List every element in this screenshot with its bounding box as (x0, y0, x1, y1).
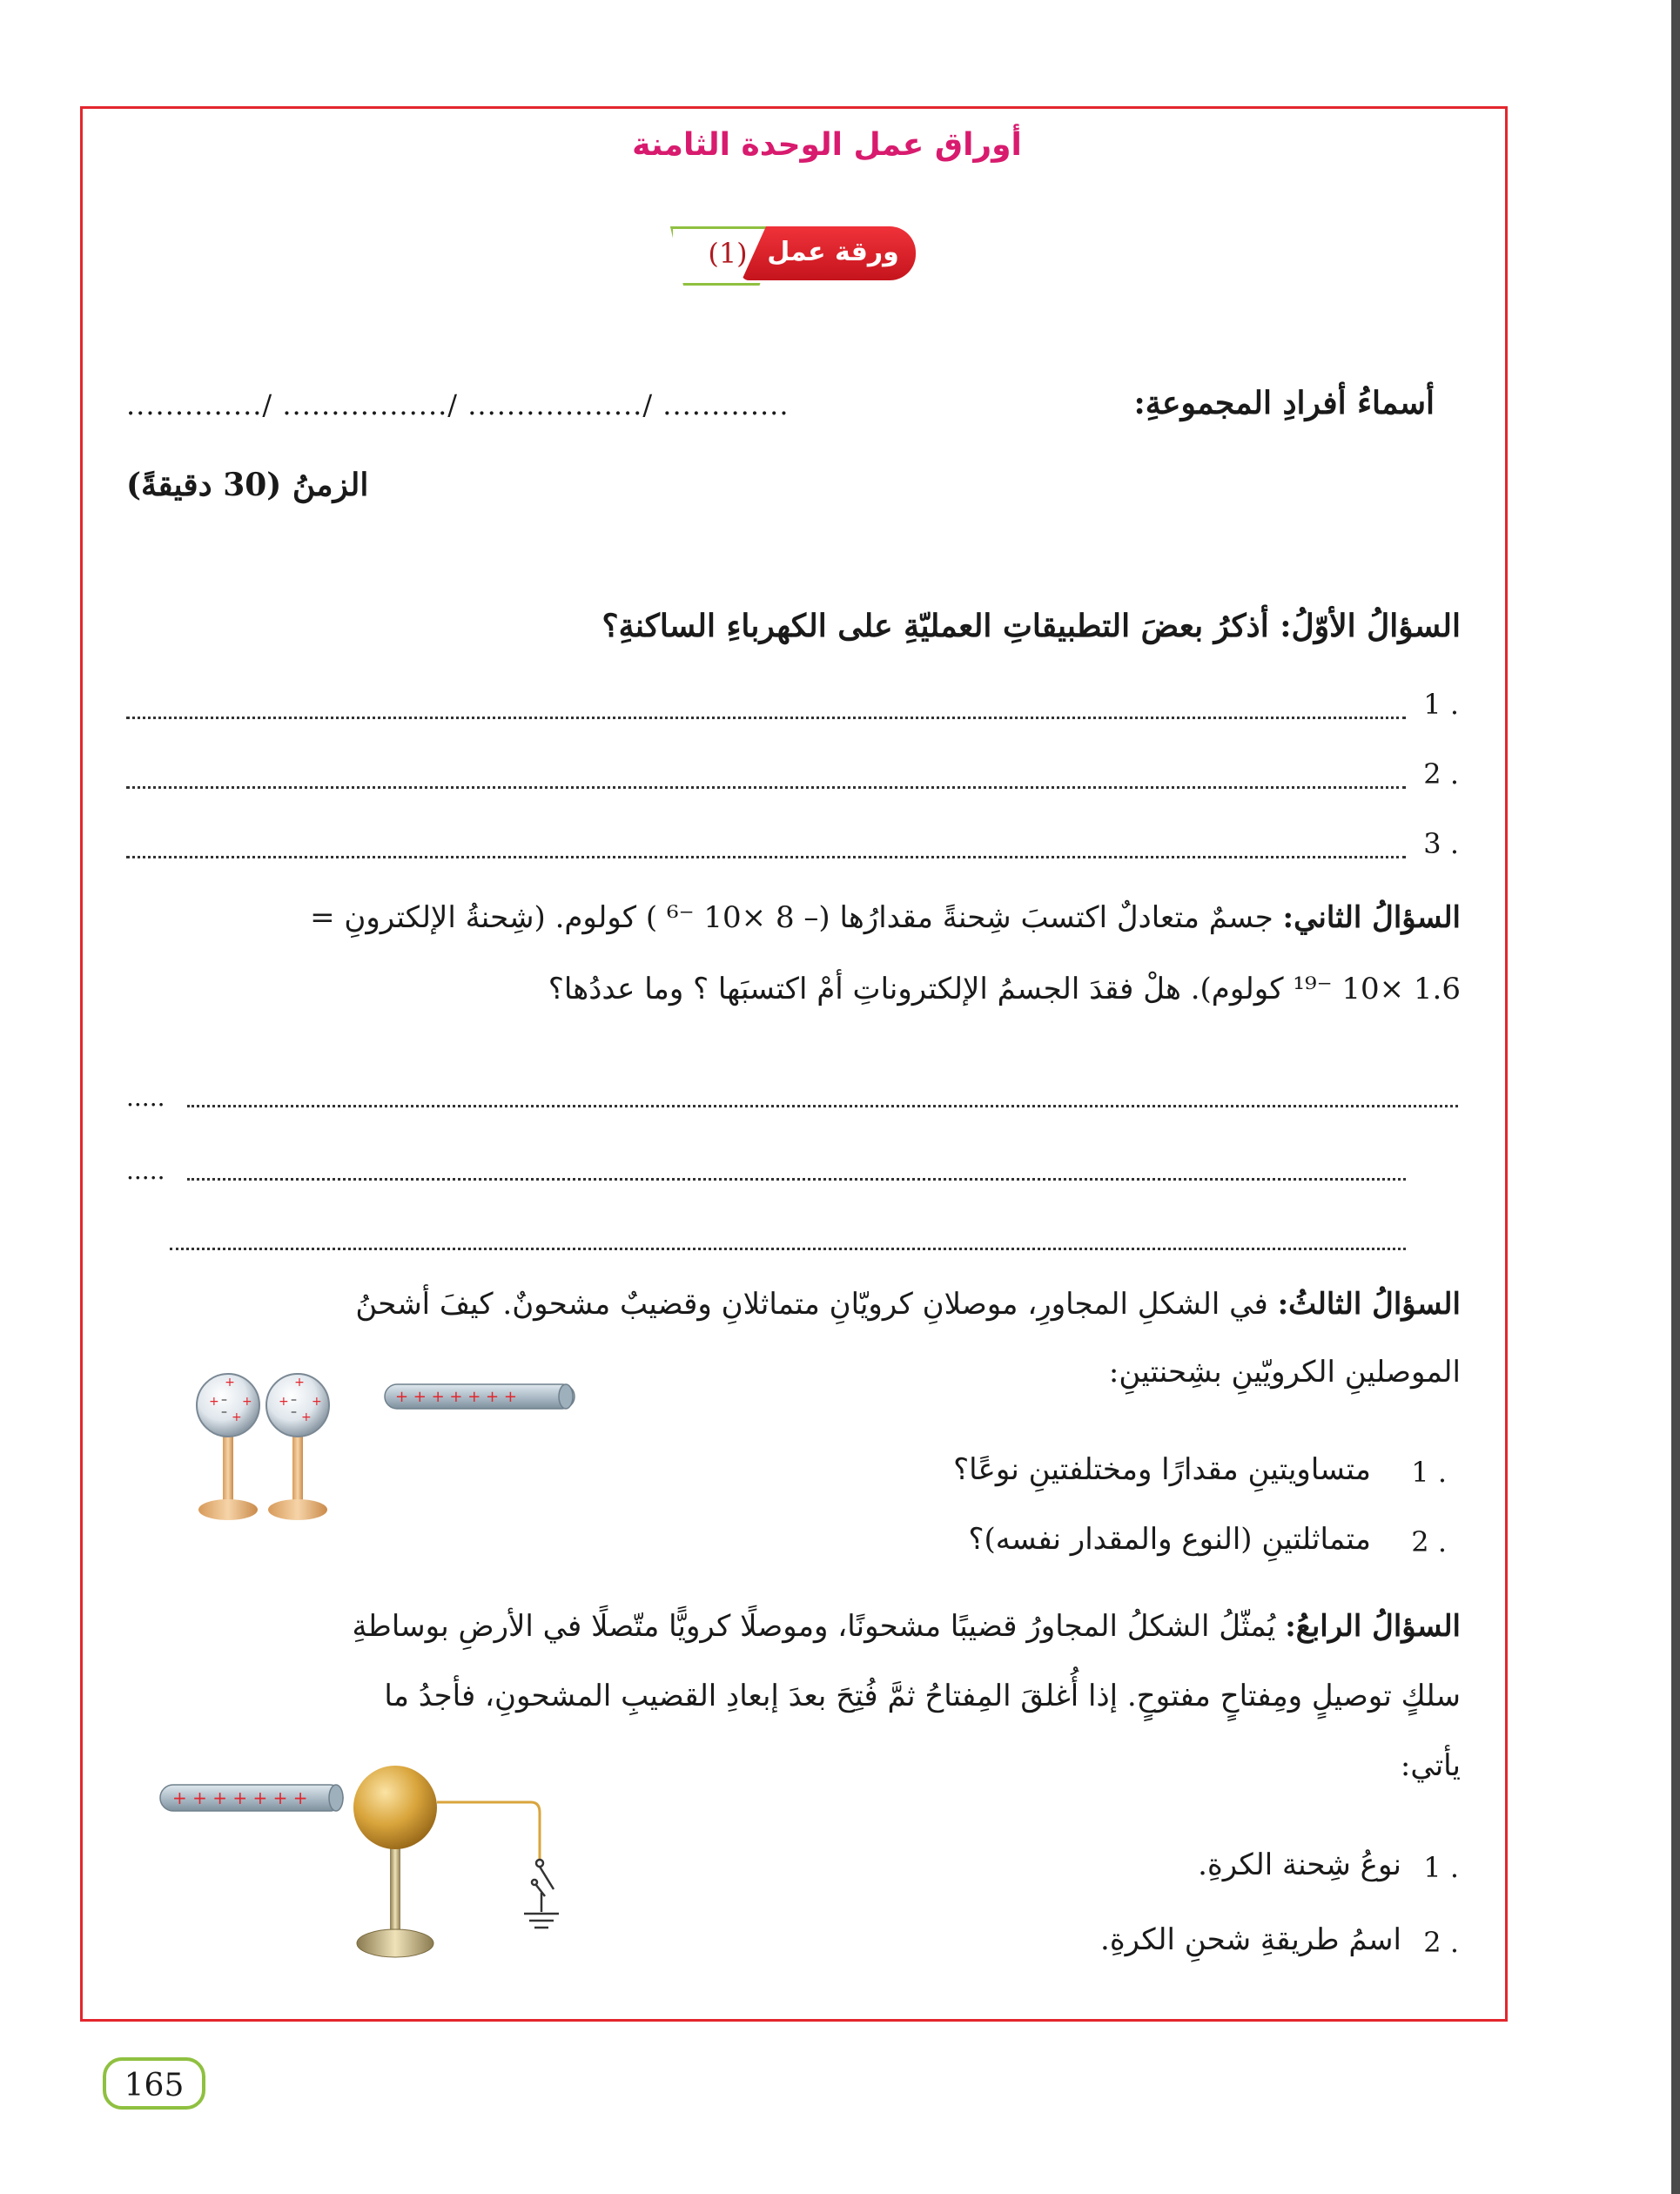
q3-line-1 (355, 1287, 1461, 1322)
q2-answer-line-3[interactable] (170, 1247, 1406, 1250)
svg-text:+: + (232, 1410, 242, 1424)
q3-text-1: في الشكلِ المجاورِ، موصلانِ كرويّانِ متماثلانِ وقضيبٌ مشحونٌ. كيفَ أشحنُ (355, 1287, 1268, 1322)
q3-line-2: الموصلينِ الكرويّينِ بشِحنتينِ: (1108, 1355, 1461, 1390)
worksheet-title: أوراق عمل الوحدة الثامنة (632, 127, 1022, 163)
q4-label: السؤالُ الرابعُ: (1285, 1609, 1461, 1644)
charged-rod (385, 1384, 575, 1409)
sphere-left (197, 1374, 259, 1520)
worksheet-badge (662, 221, 923, 287)
q3-item-1-text: متساويتينِ مقدارًا ومختلفتينِ نوعًا؟ (953, 1452, 1371, 1487)
q4-item-1-text: نوعُ شِحنة الكرةِ. (1198, 1847, 1401, 1882)
svg-text:+: + (294, 1376, 305, 1390)
q2-text-1: جسمٌ متعادلٌ اكتسبَ شِحنةً مقدارُها (– 8 ×10 ⁻⁶ ) كولوم. (شِحنةُ الإلكترونِ = (310, 900, 1273, 935)
grounded-sphere (353, 1766, 437, 1957)
q4-line-1 (353, 1609, 1461, 1644)
q2-answer-dots-start-2: ..... (126, 1156, 165, 1185)
group-names-label: أسماءُ أفرادِ المجموعةِ: (1133, 385, 1435, 421)
q1-text: أذكرُ بعضَ التطبيقاتِ العمليّةِ على الكهرباءِ الساكنةِ؟ (601, 608, 1269, 644)
q4-figure-grounded-sphere (157, 1750, 583, 1968)
q3-figure-spheres-and-rod (183, 1367, 601, 1532)
badge-label: ورقة عمل (767, 237, 899, 267)
q1-item-3-number: 3 . (1423, 827, 1459, 860)
rod-charges-2: + + + + + + + (172, 1787, 308, 1808)
q1-answer-line-2[interactable] (126, 785, 1406, 789)
q2-line-2: 1.6 ×10 ⁻¹⁹ كولوم). هلْ فقدَ الجسمُ الإلكتروناتِ أمْ اكتسبَها ؟ وما عددُها؟ (548, 972, 1461, 1006)
q3-item-1-number: 1 . (1411, 1456, 1447, 1489)
ground-wire-and-switch (437, 1802, 540, 1860)
page-edge (1671, 0, 1680, 2194)
svg-text:–: – (221, 1405, 227, 1419)
q1-item-2-number: 2 . (1423, 757, 1459, 791)
charged-rod-2 (160, 1785, 343, 1811)
svg-text:+: + (279, 1395, 289, 1409)
q4-item-1-number: 1 . (1423, 1851, 1459, 1884)
q1-label: السؤالُ الأوّلُ: (1280, 608, 1461, 644)
svg-text:+: + (209, 1395, 219, 1409)
ground-symbol-icon (524, 1914, 559, 1928)
page-number: 165 (103, 2057, 205, 2110)
time-allowed: الزمنُ (30 دقيقةً) (126, 467, 369, 503)
q1-answer-line-1[interactable] (126, 716, 1406, 719)
q1-prompt (601, 608, 1461, 644)
q2-answer-line-2[interactable] (187, 1177, 1406, 1181)
svg-text:–: – (291, 1393, 297, 1407)
q4-item-2-text: اسمُ طريقةِ شحنِ الكرةِ. (1100, 1922, 1401, 1957)
q3-label: السؤالُ الثالثُ: (1277, 1287, 1461, 1322)
svg-text:+: + (225, 1376, 235, 1390)
q2-answer-line-1[interactable] (187, 1104, 1458, 1107)
svg-text:+: + (312, 1395, 322, 1409)
switch-icon (532, 1860, 554, 1912)
q4-text-1: يُمثّلُ الشكلُ المجاورُ قضيبًا مشحونًا، وموصلًا كرويًّا متّصلًا في الأرضِ بوساطةِ (352, 1609, 1276, 1644)
svg-text:+: + (242, 1395, 252, 1409)
badge-number: (1) (708, 237, 748, 270)
q2-line-1 (310, 900, 1461, 935)
group-names-blanks: ............../ ................./ ................../ ............. (126, 388, 790, 421)
q2-label: السؤالُ الثاني: (1282, 900, 1461, 935)
sphere-right (266, 1374, 329, 1520)
q2-answer-dots-start: ..... (126, 1083, 165, 1112)
q1-item-1-number: 1 . (1423, 688, 1459, 721)
q1-answer-line-3[interactable] (126, 855, 1406, 858)
q4-line-2: سلكٍ توصيلٍ ومِفتاحٍ مفتوحٍ. إذا أُغلقَ المِفتاحُ ثمَّ فُتِحَ بعدَ إبعادِ القضيبِ المشحونِ، فأجدُ ما (384, 1679, 1461, 1713)
svg-text:–: – (221, 1393, 227, 1407)
svg-text:+: + (301, 1410, 312, 1424)
q4-line-3: يأتي: (1400, 1748, 1461, 1783)
q4-item-2-number: 2 . (1423, 1926, 1459, 1959)
rod-charges: + + + + + + + (395, 1388, 517, 1406)
q3-item-2-number: 2 . (1411, 1525, 1447, 1558)
q3-item-2-text: متماثلتينِ (النوع والمقدار نفسه)؟ (968, 1522, 1371, 1557)
svg-text:–: – (291, 1405, 297, 1419)
